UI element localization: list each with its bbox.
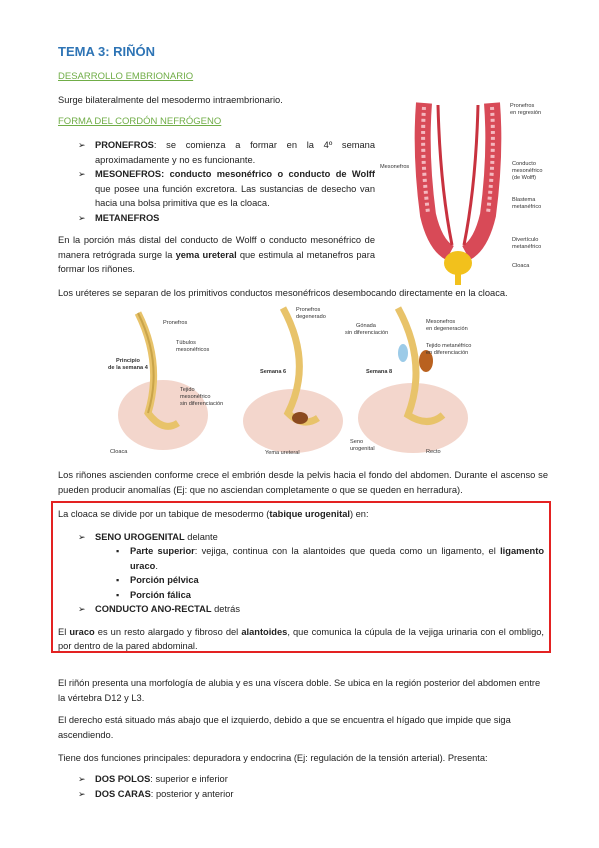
bullet-metanefros: ➢ METANEFROS bbox=[78, 211, 375, 226]
svg-text:Tejido: Tejido bbox=[180, 387, 195, 393]
svg-text:Pronefros: Pronefros bbox=[296, 307, 321, 313]
svg-text:en diferenciación: en diferenciación bbox=[426, 350, 469, 356]
svg-text:Conducto: Conducto bbox=[512, 161, 536, 167]
svg-text:Mesonefros: Mesonefros bbox=[380, 164, 410, 170]
embryo-stages-diagram bbox=[108, 303, 488, 458]
ureters-text: Los uréteres se separan de los primitivos conductos mesonéfricos desembocando directamente en la cloaca. bbox=[58, 288, 508, 298]
bullet-mesonefros: ➢ MESONEFROS: conducto mesonéfrico o conducto de Wolff que posee una función excretora. Las sustancias de desecho van hacia una bolsa primitiva que es la cloaca. bbox=[78, 167, 375, 211]
svg-text:metanéfrico: metanéfrico bbox=[512, 244, 542, 250]
svg-text:(de Wolff): (de Wolff) bbox=[512, 175, 537, 181]
subitem-falica: ▪ Porción fálica bbox=[116, 588, 544, 603]
svg-text:Semana 8: Semana 8 bbox=[366, 369, 393, 375]
svg-text:Pronefros: Pronefros bbox=[510, 103, 535, 109]
bullet-pronefros: ➢ PRONEFROS: se comienza a formar en la 4º semana aproximadamente y no es funcionante. bbox=[78, 138, 375, 167]
cloaca-division-text: La cloaca se divide por un tabique de mesodermo (tabique urogenital) en: bbox=[58, 509, 369, 519]
svg-text:Pronefros: Pronefros bbox=[163, 320, 188, 326]
bullet-polos: ➢ DOS POLOS: superior e inferior bbox=[78, 772, 233, 787]
intro-text: Surge bilateralmente del mesodermo intraembrionario. bbox=[58, 95, 283, 105]
svg-text:Recto: Recto bbox=[426, 449, 441, 455]
svg-text:Cloaca: Cloaca bbox=[512, 263, 530, 269]
kidney-description: El riñón presenta una morfología de alubia y es una víscera doble. Se ubica en la región posterior del abdomen entre la vértebra D12 y L3. bbox=[58, 678, 541, 703]
kidney-functions: Tiene dos funciones principales: depuradora y endocrina (Ej: regulación de la tensión arterial). Presenta: bbox=[58, 753, 488, 763]
svg-text:mesonéfrico: mesonéfrico bbox=[512, 168, 543, 174]
svg-text:de la semana 4: de la semana 4 bbox=[108, 365, 148, 371]
bullet-list bbox=[78, 138, 375, 225]
svg-text:metanéfrico: metanéfrico bbox=[512, 204, 542, 210]
svg-text:Yema ureteral: Yema ureteral bbox=[265, 450, 300, 456]
bullet-caras: ➢ DOS CARAS: posterior y anterior bbox=[78, 787, 233, 802]
kidney-position: El derecho está situado más abajo que el izquierdo, debido a que se encuentra el hígado que impide que siga ascendiendo. bbox=[58, 715, 511, 740]
subitem-pelvica: ▪ Porción pélvica bbox=[116, 573, 544, 588]
svg-text:Túbulos: Túbulos bbox=[176, 340, 196, 346]
paragraph-wolff: En la porción más distal del conducto de Wolff o conducto mesonéfrico de manera retrógrada surge la yema ureteral que estimula al metanefros para formar los riñones. bbox=[58, 235, 375, 274]
svg-text:Blastema: Blastema bbox=[512, 197, 536, 203]
subitem-parte-superior: ▪ Parte superior: vejiga, continua con la alantoides que queda como un ligamento, el ligamento uraco. bbox=[116, 544, 544, 573]
svg-text:Divertículo: Divertículo bbox=[512, 237, 539, 243]
svg-text:sin diferenciación: sin diferenciación bbox=[180, 401, 224, 407]
svg-text:urogenital: urogenital bbox=[350, 446, 375, 452]
svg-text:Cloaca: Cloaca bbox=[110, 449, 128, 455]
uraco-text: El uraco es un resto alargado y fibroso del alantoides, que comunica la cúpula de la vejiga urinaria con el ombligo, por dentro de la pared abdominal. bbox=[58, 626, 545, 651]
bullet-ano-rectal: ➢ CONDUCTO ANO-RECTAL detrás bbox=[78, 602, 544, 617]
svg-text:en degeneración: en degeneración bbox=[426, 326, 468, 332]
bullet-seno: ➢ SENO UROGENITAL delante bbox=[78, 530, 544, 545]
svg-text:degenerado: degenerado bbox=[296, 314, 326, 320]
svg-text:Gónada: Gónada bbox=[356, 323, 376, 329]
section-heading-nephrogenic: FORMA DEL CORDÓN NEFRÓGENO bbox=[58, 116, 222, 127]
box-content bbox=[58, 507, 544, 654]
ascend-text: Los riñones ascienden conforme crece el embrión desde la pelvis hacia el fondo del abdomen. Durante el ascenso se pueden producir anomalías (Ej: que no asciendan completamente o que se queden en herradura). bbox=[58, 470, 548, 495]
mesonephros-diagram bbox=[380, 95, 550, 285]
svg-text:Seno: Seno bbox=[350, 439, 364, 445]
svg-text:en regresión: en regresión bbox=[510, 110, 542, 116]
svg-text:Tejido metanéfrico: Tejido metanéfrico bbox=[426, 343, 472, 349]
svg-text:mesonéfricos: mesonéfricos bbox=[176, 347, 210, 353]
svg-text:sin diferenciación: sin diferenciación bbox=[345, 330, 389, 336]
kidney-list bbox=[78, 772, 233, 801]
svg-text:Principio: Principio bbox=[116, 358, 140, 364]
svg-text:Mesonefros: Mesonefros bbox=[426, 319, 456, 325]
page-title: TEMA 3: RIÑÓN bbox=[58, 44, 156, 59]
section-heading-embryonic: DESARROLLO EMBRIONARIO bbox=[58, 71, 194, 82]
svg-text:Semana 6: Semana 6 bbox=[260, 369, 287, 375]
svg-text:mesonéfrico: mesonéfrico bbox=[180, 394, 211, 400]
